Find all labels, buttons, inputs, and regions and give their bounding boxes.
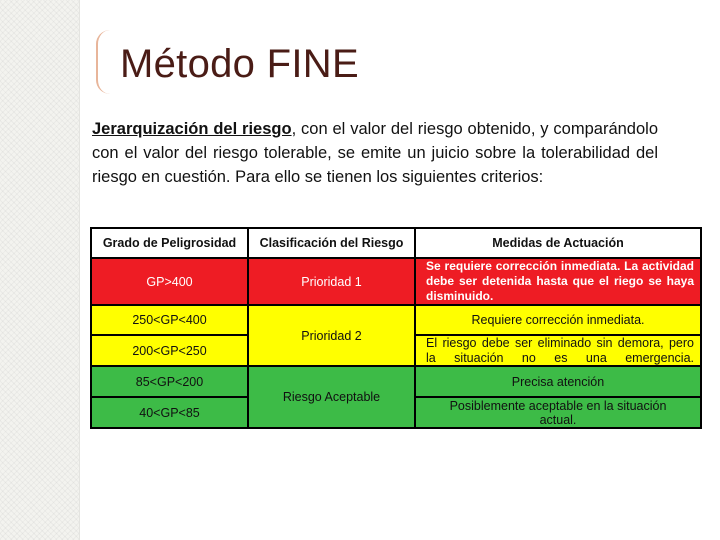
grado-cell: 40<GP<85	[92, 398, 247, 427]
title-decoration-arc	[96, 30, 112, 94]
side-texture	[0, 0, 79, 540]
grado-cell: 200<GP<250	[92, 336, 247, 365]
clasificacion-cell: Riesgo Aceptable	[249, 367, 414, 427]
paragraph-lead: Jerarquización del riesgo	[92, 120, 292, 138]
paragraph-text: , con el valor del riesgo obtenido, y comparándolo con el valor del riesgo tolerable, se emite un juicio sobre la tolerabilidad del riesgo en cuestión. Para ello se tienen los siguientes criterios:	[92, 120, 658, 186]
slide-paragraph	[92, 117, 658, 189]
medidas-cell: Precisa atención	[416, 367, 700, 396]
medidas-cell: Se requiere corrección inmediata. La actividad debe ser detenida hasta que el riego se haya disminuido.	[416, 259, 700, 304]
medidas-cell: Requiere corrección inmediata.	[416, 306, 700, 334]
criteria-table	[90, 227, 702, 429]
grado-cell: 85<GP<200	[92, 367, 247, 396]
grado-cell: GP>400	[92, 259, 247, 304]
header-grado: Grado de Peligrosidad	[92, 229, 247, 257]
side-divider	[79, 0, 80, 540]
header-clasificacion: Clasificación del Riesgo	[249, 229, 414, 257]
slide-title: Método FINE	[120, 42, 359, 86]
medidas-cell: El riesgo debe ser eliminado sin demora, pero la situación no es una emergencia.	[416, 336, 700, 365]
header-medidas: Medidas de Actuación	[416, 229, 700, 257]
grado-cell: 250<GP<400	[92, 306, 247, 334]
medidas-cell: Posiblemente aceptable en la situación actual.	[416, 398, 700, 427]
clasificacion-cell: Prioridad 2	[249, 306, 414, 365]
clasificacion-cell: Prioridad 1	[249, 259, 414, 304]
